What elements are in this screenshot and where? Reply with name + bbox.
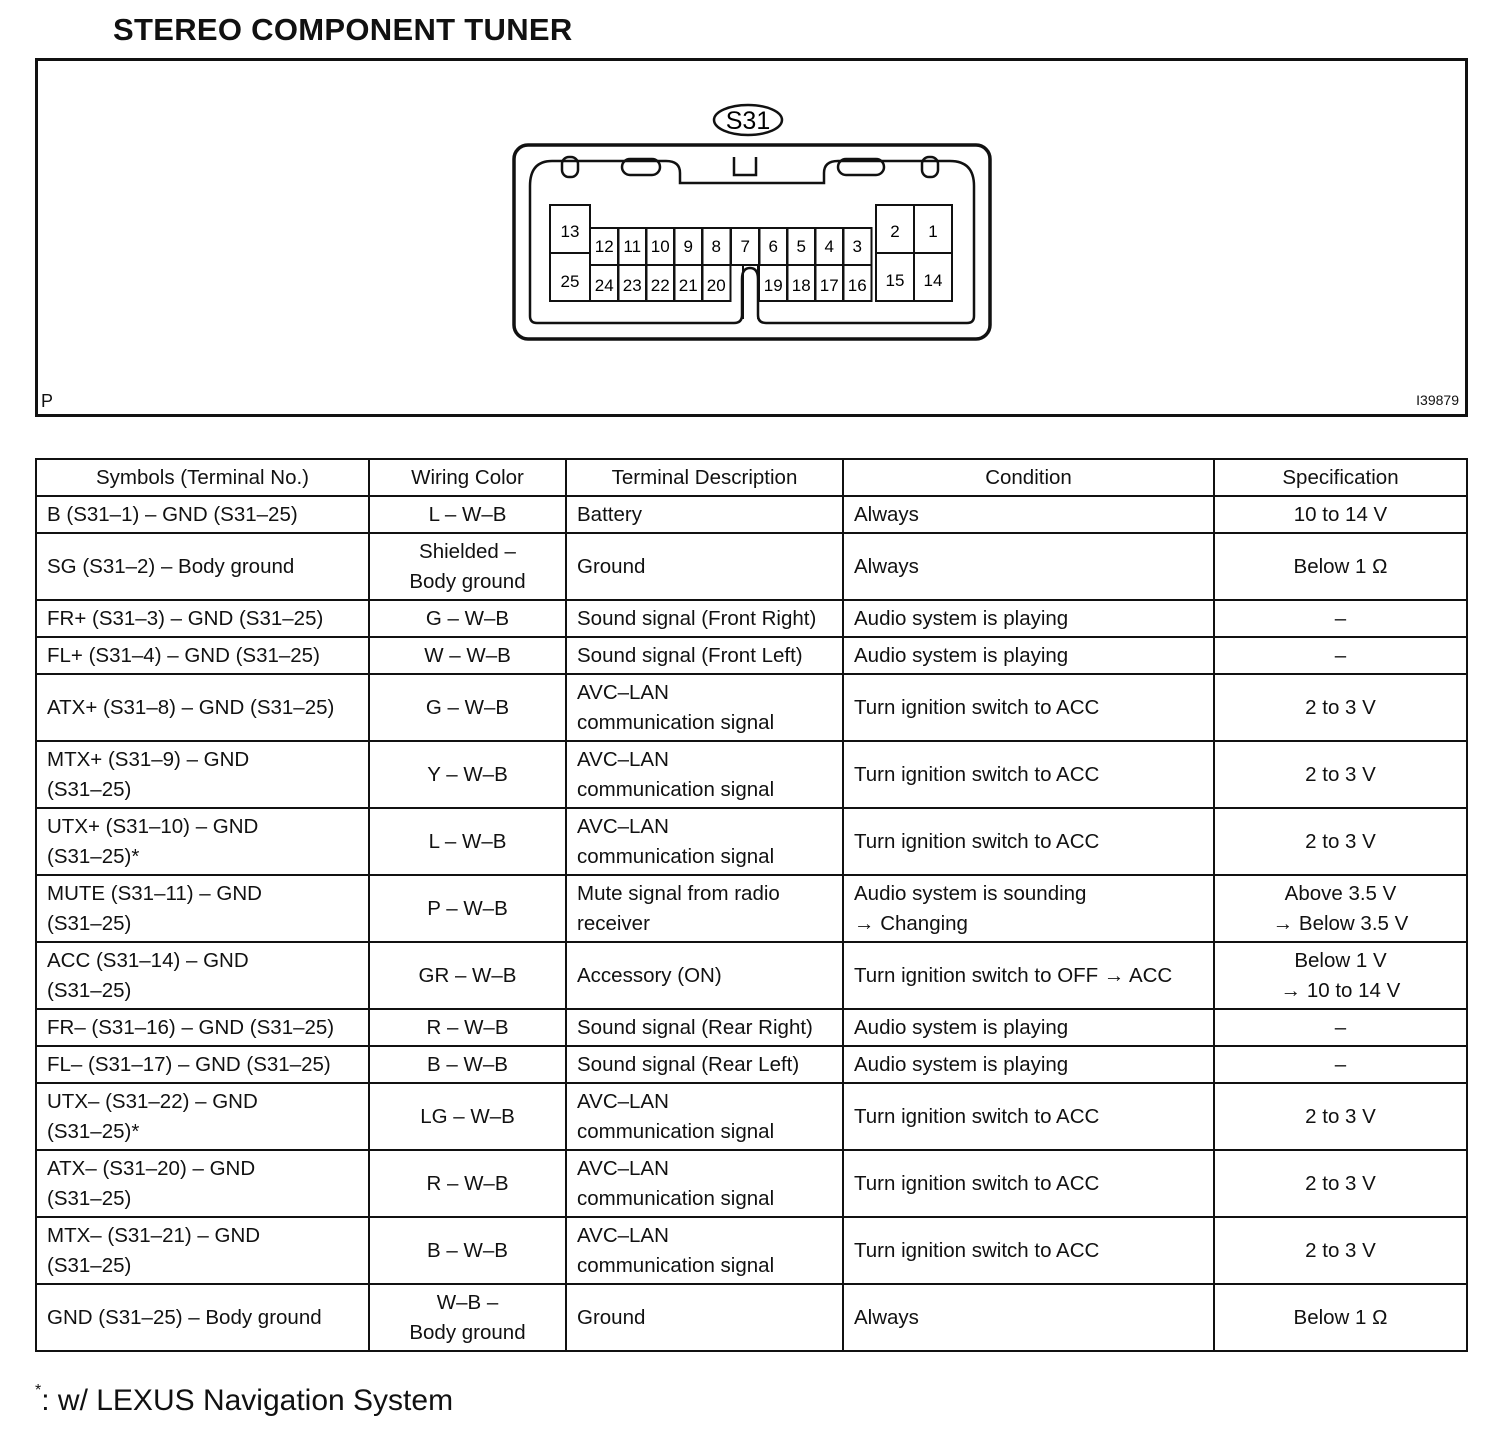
cell-wiring-color: G – W–B [369, 674, 566, 741]
cell-specification: 2 to 3 V [1214, 1150, 1467, 1217]
pin-number: 21 [678, 276, 698, 295]
pin-number: 18 [791, 276, 811, 295]
cell-description: AVC–LAN communication signal [566, 741, 843, 808]
page-title: STEREO COMPONENT TUNER [113, 12, 573, 47]
cell-condition: Turn ignition switch to ACC [843, 741, 1214, 808]
cell-description: Sound signal (Front Right) [566, 600, 843, 637]
cell-specification: Below 1 V → 10 to 14 V [1214, 942, 1467, 1009]
cell-condition: Turn ignition switch to ACC [843, 808, 1214, 875]
header-wiring-color: Wiring Color [369, 459, 566, 496]
connector-s31-drawing [38, 61, 1465, 414]
cell-wiring-color: L – W–B [369, 496, 566, 533]
pin-number: 12 [594, 237, 614, 256]
pin-number: 13 [560, 222, 580, 241]
table-header-row [36, 459, 1467, 496]
cell-specification: 2 to 3 V [1214, 808, 1467, 875]
pin-number: 16 [847, 276, 867, 295]
pin-number: 22 [650, 276, 670, 295]
cell-description: AVC–LAN communication signal [566, 808, 843, 875]
cell-wiring-color: B – W–B [369, 1217, 566, 1284]
pin-number: 4 [824, 237, 834, 256]
cell-symbol: ATX+ (S31–8) – GND (S31–25) [36, 674, 369, 741]
pin-number: 9 [683, 237, 693, 256]
table-row [36, 1046, 1467, 1083]
figure-id: I39879 [1416, 392, 1459, 408]
cell-description: Battery [566, 496, 843, 533]
pin-number: 15 [885, 271, 905, 290]
cell-symbol: B (S31–1) – GND (S31–25) [36, 496, 369, 533]
cell-condition: Audio system is playing [843, 637, 1214, 674]
cell-wiring-color: L – W–B [369, 808, 566, 875]
pin-number: 20 [706, 276, 726, 295]
header-specification: Specification [1214, 459, 1467, 496]
cell-specification: 10 to 14 V [1214, 496, 1467, 533]
pin-number: 3 [852, 237, 862, 256]
cell-symbol: ATX– (S31–20) – GND (S31–25) [36, 1150, 369, 1217]
pin-number: 2 [890, 222, 900, 241]
cell-symbol: UTX+ (S31–10) – GND (S31–25)* [36, 808, 369, 875]
cell-wiring-color: W–B – Body ground [369, 1284, 566, 1351]
cell-condition: Audio system is sounding → Changing [843, 875, 1214, 942]
table-row [36, 637, 1467, 674]
pin-number: 14 [923, 271, 943, 290]
pin-number: 10 [650, 237, 670, 256]
cell-symbol: SG (S31–2) – Body ground [36, 533, 369, 600]
table-body [36, 496, 1467, 1351]
cell-condition: Always [843, 496, 1214, 533]
pin-number: 23 [622, 276, 642, 295]
cell-wiring-color: R – W–B [369, 1009, 566, 1046]
cell-wiring-color: B – W–B [369, 1046, 566, 1083]
cell-symbol: FR– (S31–16) – GND (S31–25) [36, 1009, 369, 1046]
cell-specification: – [1214, 600, 1467, 637]
table-row [36, 1150, 1467, 1217]
cell-description: AVC–LAN communication signal [566, 1217, 843, 1284]
cell-wiring-color: Y – W–B [369, 741, 566, 808]
pin-number: 11 [623, 237, 642, 256]
table-row [36, 600, 1467, 637]
figure-corner-code: P [41, 391, 54, 411]
cell-symbol: GND (S31–25) – Body ground [36, 1284, 369, 1351]
cell-symbol: MTX– (S31–21) – GND (S31–25) [36, 1217, 369, 1284]
table-row [36, 674, 1467, 741]
cell-specification: Above 3.5 V → Below 3.5 V [1214, 875, 1467, 942]
pin-number: 8 [711, 237, 721, 256]
pin-number: 19 [763, 276, 783, 295]
table-row [36, 533, 1467, 600]
cell-symbol: MTX+ (S31–9) – GND (S31–25) [36, 741, 369, 808]
cell-description: Sound signal (Rear Right) [566, 1009, 843, 1046]
cell-condition: Turn ignition switch to ACC [843, 1217, 1214, 1284]
table-row [36, 1009, 1467, 1046]
cell-description: Sound signal (Front Left) [566, 637, 843, 674]
pin-number: 6 [768, 237, 778, 256]
cell-wiring-color: G – W–B [369, 600, 566, 637]
cell-condition: Audio system is playing [843, 1046, 1214, 1083]
table-row [36, 1284, 1467, 1351]
cell-symbol: FL– (S31–17) – GND (S31–25) [36, 1046, 369, 1083]
cell-symbol: MUTE (S31–11) – GND (S31–25) [36, 875, 369, 942]
table-row [36, 741, 1467, 808]
cell-condition: Turn ignition switch to ACC [843, 1083, 1214, 1150]
latch-tab [734, 157, 756, 175]
cell-description: AVC–LAN communication signal [566, 674, 843, 741]
pin-number: 25 [560, 272, 580, 291]
connector-label: S31 [725, 107, 771, 135]
cell-condition: Turn ignition switch to ACC [843, 674, 1214, 741]
cell-condition: Turn ignition switch to OFF → ACC [843, 942, 1214, 1009]
cell-description: Ground [566, 533, 843, 600]
table-row [36, 875, 1467, 942]
header-terminal-description: Terminal Description [566, 459, 843, 496]
cell-specification: Below 1 Ω [1214, 533, 1467, 600]
cell-description: Sound signal (Rear Left) [566, 1046, 843, 1083]
connector-diagram [35, 58, 1468, 417]
cell-specification: – [1214, 1009, 1467, 1046]
footnote [35, 1384, 453, 1418]
cell-wiring-color: R – W–B [369, 1150, 566, 1217]
cell-description: Ground [566, 1284, 843, 1351]
cell-specification: Below 1 Ω [1214, 1284, 1467, 1351]
cell-wiring-color: W – W–B [369, 637, 566, 674]
table-row [36, 808, 1467, 875]
cell-specification: 2 to 3 V [1214, 1083, 1467, 1150]
cell-condition: Audio system is playing [843, 1009, 1214, 1046]
cell-specification: 2 to 3 V [1214, 741, 1467, 808]
table-row [36, 1217, 1467, 1284]
pin-number: 7 [740, 237, 750, 256]
cell-wiring-color: Shielded – Body ground [369, 533, 566, 600]
pin-cavities [550, 205, 952, 301]
cell-wiring-color: P – W–B [369, 875, 566, 942]
cell-condition: Turn ignition switch to ACC [843, 1150, 1214, 1217]
cell-symbol: FL+ (S31–4) – GND (S31–25) [36, 637, 369, 674]
terminal-spec-table [35, 458, 1468, 1352]
pin-number: 1 [928, 222, 938, 241]
cell-description: Mute signal from radio receiver [566, 875, 843, 942]
cell-symbol: FR+ (S31–3) – GND (S31–25) [36, 600, 369, 637]
cell-description: AVC–LAN communication signal [566, 1083, 843, 1150]
cell-description: Accessory (ON) [566, 942, 843, 1009]
cell-wiring-color: LG – W–B [369, 1083, 566, 1150]
table-row [36, 496, 1467, 533]
table-row [36, 942, 1467, 1009]
footnote-marker: * [35, 1382, 42, 1399]
pin-number: 17 [819, 276, 839, 295]
pin-number: 24 [594, 276, 614, 295]
cell-condition: Audio system is playing [843, 600, 1214, 637]
pin-number: 5 [796, 237, 806, 256]
header-condition: Condition [843, 459, 1214, 496]
cell-specification: – [1214, 637, 1467, 674]
cell-wiring-color: GR – W–B [369, 942, 566, 1009]
cell-specification: 2 to 3 V [1214, 674, 1467, 741]
cell-specification: – [1214, 1046, 1467, 1083]
cell-specification: 2 to 3 V [1214, 1217, 1467, 1284]
cell-symbol: UTX– (S31–22) – GND (S31–25)* [36, 1083, 369, 1150]
cell-condition: Always [843, 533, 1214, 600]
table-row [36, 1083, 1467, 1150]
header-symbols: Symbols (Terminal No.) [36, 459, 369, 496]
cell-symbol: ACC (S31–14) – GND (S31–25) [36, 942, 369, 1009]
footnote-text: : w/ LEXUS Navigation System [41, 1384, 454, 1417]
cell-description: AVC–LAN communication signal [566, 1150, 843, 1217]
cell-condition: Always [843, 1284, 1214, 1351]
